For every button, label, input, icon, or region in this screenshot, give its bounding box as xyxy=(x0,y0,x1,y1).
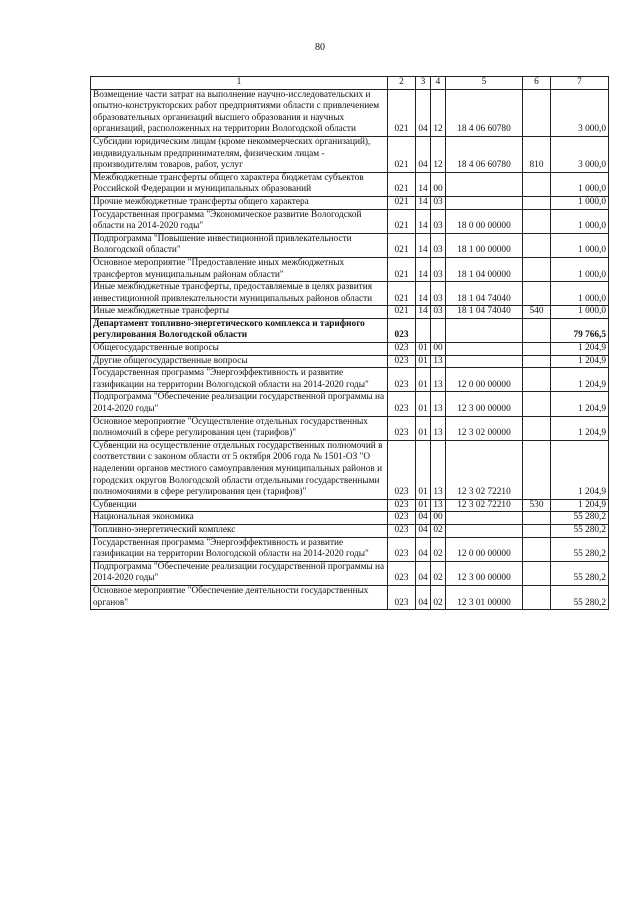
cell-c5 xyxy=(446,512,523,525)
cell-c4: 02 xyxy=(431,537,446,561)
cell-c5: 18 1 00 00000 xyxy=(446,233,523,257)
cell-c5: 18 1 04 74040 xyxy=(446,306,523,319)
cell-c7: 1 000,0 xyxy=(551,209,609,233)
cell-c4: 02 xyxy=(431,585,446,609)
cell-c2: 023 xyxy=(388,440,416,499)
table-row xyxy=(91,306,609,319)
cell-c4: 03 xyxy=(431,306,446,319)
cell-name: Субсидии юридическим лицам (кроме некоммерческих организаций), индивидуальным предпринимателям, физическим лицам - производителям товаров, работ, услуг xyxy=(91,136,388,172)
cell-c7: 1 204,9 xyxy=(551,368,609,392)
cell-c4: 03 xyxy=(431,257,446,281)
cell-c4: 13 xyxy=(431,416,446,440)
cell-c6 xyxy=(523,524,551,537)
table-row xyxy=(91,537,609,561)
cell-c5 xyxy=(446,196,523,209)
cell-c7: 55 280,2 xyxy=(551,537,609,561)
cell-c2: 021 xyxy=(388,306,416,319)
cell-c6 xyxy=(523,172,551,196)
table-row xyxy=(91,355,609,368)
table-row xyxy=(91,136,609,172)
cell-c7: 1 000,0 xyxy=(551,257,609,281)
cell-c3: 04 xyxy=(416,561,431,585)
cell-c5: 18 0 00 00000 xyxy=(446,209,523,233)
header-row xyxy=(91,77,609,90)
table-row xyxy=(91,209,609,233)
cell-c3: 14 xyxy=(416,172,431,196)
cell-c6 xyxy=(523,537,551,561)
cell-c3: 01 xyxy=(416,368,431,392)
header-cell: 3 xyxy=(416,77,431,90)
header-cell: 6 xyxy=(523,77,551,90)
cell-c5 xyxy=(446,524,523,537)
cell-c4: 03 xyxy=(431,282,446,306)
cell-c4: 00 xyxy=(431,343,446,356)
cell-c6 xyxy=(523,440,551,499)
cell-c4: 13 xyxy=(431,355,446,368)
cell-c7: 1 204,9 xyxy=(551,499,609,512)
cell-name: Субвенции на осуществление отдельных государственных полномочий в соответствии с законом области от 5 октября 2006 года № 1501-ОЗ "О наделении органов местного самоуправления муниципальных районов и городских округов Вологодской области отдельными государственными полномочиями в сфере регулирования цен (тарифов)" xyxy=(91,440,388,499)
cell-c6 xyxy=(523,355,551,368)
cell-c6 xyxy=(523,282,551,306)
cell-c2: 023 xyxy=(388,512,416,525)
budget-table xyxy=(90,76,609,610)
cell-c7: 55 280,2 xyxy=(551,561,609,585)
cell-c4: 03 xyxy=(431,233,446,257)
header-cell: 1 xyxy=(91,77,388,90)
cell-c7: 1 204,9 xyxy=(551,343,609,356)
cell-name: Государственная программа "Экономическое развитие Вологодской области на 2014-2020 годы" xyxy=(91,209,388,233)
cell-c2: 023 xyxy=(388,499,416,512)
cell-c5: 12 3 01 00000 xyxy=(446,585,523,609)
cell-c7: 55 280,2 xyxy=(551,512,609,525)
cell-name: Основное мероприятие "Осуществление отдельных государственных полномочий в сфере регулирования цен (тарифов)" xyxy=(91,416,388,440)
cell-c5 xyxy=(446,343,523,356)
cell-name: Топливно-энергетический комплекс xyxy=(91,524,388,537)
cell-name: Государственная программа "Энергоэффективность и развитие газификации на территории Вологодской области на 2014-2020 годы" xyxy=(91,537,388,561)
table-row xyxy=(91,392,609,416)
table-row xyxy=(91,318,609,342)
table-row xyxy=(91,257,609,281)
cell-c7: 1 204,9 xyxy=(551,416,609,440)
cell-c4: 02 xyxy=(431,524,446,537)
header-cell: 7 xyxy=(551,77,609,90)
cell-c3: 14 xyxy=(416,257,431,281)
cell-c6: 540 xyxy=(523,306,551,319)
cell-c4: 13 xyxy=(431,392,446,416)
cell-c2: 021 xyxy=(388,172,416,196)
cell-c6 xyxy=(523,343,551,356)
cell-name: Подпрограмма "Обеспечение реализации государственной программы на 2014-2020 годы" xyxy=(91,561,388,585)
cell-c4: 00 xyxy=(431,172,446,196)
cell-c2: 023 xyxy=(388,561,416,585)
cell-name: Подпрограмма "Обеспечение реализации государственной программы на 2014-2020 годы" xyxy=(91,392,388,416)
cell-c2: 023 xyxy=(388,537,416,561)
cell-c7: 1 000,0 xyxy=(551,196,609,209)
cell-c6: 810 xyxy=(523,136,551,172)
cell-c2: 023 xyxy=(388,318,416,342)
cell-c4: 13 xyxy=(431,440,446,499)
cell-c2: 021 xyxy=(388,233,416,257)
cell-c3: 04 xyxy=(416,537,431,561)
cell-c6 xyxy=(523,318,551,342)
cell-c7: 1 000,0 xyxy=(551,233,609,257)
cell-c5 xyxy=(446,318,523,342)
cell-c5: 12 3 02 72210 xyxy=(446,499,523,512)
cell-c3: 14 xyxy=(416,233,431,257)
table-row xyxy=(91,343,609,356)
cell-name: Иные межбюджетные трансферты, предоставляемые в целях развития инвестиционной привлекательности муниципальных районов области xyxy=(91,282,388,306)
cell-c2: 023 xyxy=(388,343,416,356)
cell-c3: 04 xyxy=(416,585,431,609)
cell-c3: 01 xyxy=(416,355,431,368)
cell-c2: 021 xyxy=(388,136,416,172)
cell-c7: 55 280,2 xyxy=(551,585,609,609)
cell-c7: 79 766,5 xyxy=(551,318,609,342)
cell-c5: 12 3 00 00000 xyxy=(446,561,523,585)
cell-name: Иные межбюджетные трансферты xyxy=(91,306,388,319)
cell-c5: 12 3 02 00000 xyxy=(446,416,523,440)
cell-c5: 12 3 02 72210 xyxy=(446,440,523,499)
table-row xyxy=(91,524,609,537)
cell-c4: 13 xyxy=(431,499,446,512)
cell-c5 xyxy=(446,172,523,196)
cell-c6 xyxy=(523,89,551,136)
cell-c6 xyxy=(523,585,551,609)
table-row xyxy=(91,440,609,499)
cell-c2: 023 xyxy=(388,368,416,392)
cell-c7: 3 000,0 xyxy=(551,136,609,172)
cell-c3: 14 xyxy=(416,282,431,306)
table-row xyxy=(91,89,609,136)
cell-name: Субвенции xyxy=(91,499,388,512)
table-row xyxy=(91,585,609,609)
cell-c6: 530 xyxy=(523,499,551,512)
cell-name: Национальная экономика xyxy=(91,512,388,525)
table-row xyxy=(91,416,609,440)
cell-name: Другие общегосударственные вопросы xyxy=(91,355,388,368)
cell-c2: 021 xyxy=(388,282,416,306)
cell-c3: 04 xyxy=(416,524,431,537)
page-number: 80 xyxy=(315,42,325,53)
cell-c4 xyxy=(431,318,446,342)
cell-c7: 3 000,0 xyxy=(551,89,609,136)
cell-c7: 1 000,0 xyxy=(551,282,609,306)
cell-c7: 1 000,0 xyxy=(551,172,609,196)
table-body xyxy=(91,89,609,610)
cell-c2: 021 xyxy=(388,209,416,233)
cell-c7: 1 204,9 xyxy=(551,392,609,416)
cell-name: Межбюджетные трансферты общего характера бюджетам субъектов Российской Федерации и муниципальных образований xyxy=(91,172,388,196)
cell-name: Департамент топливно-энергетического комплекса и тарифного регулирования Вологодской области xyxy=(91,318,388,342)
cell-name: Возмещение части затрат на выполнение научно-исследовательских и опытно-конструкторских работ предприятиями области с привлечением образовательных организаций высшего образования и научных организаций, расположенных на территории Вологодской области xyxy=(91,89,388,136)
cell-c2: 023 xyxy=(388,585,416,609)
table-row xyxy=(91,233,609,257)
table-row xyxy=(91,368,609,392)
cell-c3: 01 xyxy=(416,499,431,512)
cell-c3: 01 xyxy=(416,416,431,440)
header-cell: 2 xyxy=(388,77,416,90)
cell-c2: 023 xyxy=(388,392,416,416)
cell-c3: 04 xyxy=(416,512,431,525)
cell-c6 xyxy=(523,392,551,416)
cell-c3: 04 xyxy=(416,89,431,136)
table-row xyxy=(91,196,609,209)
cell-c3: 01 xyxy=(416,392,431,416)
table-row xyxy=(91,282,609,306)
cell-c2: 023 xyxy=(388,355,416,368)
cell-name: Подпрограмма "Повышение инвестиционной привлекательности Вологодской области" xyxy=(91,233,388,257)
cell-c3: 14 xyxy=(416,196,431,209)
cell-c4: 00 xyxy=(431,512,446,525)
cell-c6 xyxy=(523,233,551,257)
cell-name: Основное мероприятие "Предоставление иных межбюджетных трансфертов муниципальным районам области" xyxy=(91,257,388,281)
cell-c6 xyxy=(523,561,551,585)
header-cell: 5 xyxy=(446,77,523,90)
cell-name: Общегосударственные вопросы xyxy=(91,343,388,356)
cell-name: Основное мероприятие "Обеспечение деятельности государственных органов" xyxy=(91,585,388,609)
cell-c2: 023 xyxy=(388,524,416,537)
cell-c2: 023 xyxy=(388,416,416,440)
cell-c5 xyxy=(446,355,523,368)
cell-c4: 03 xyxy=(431,209,446,233)
cell-c3: 14 xyxy=(416,306,431,319)
cell-c7: 1 204,9 xyxy=(551,355,609,368)
cell-c4: 02 xyxy=(431,561,446,585)
table-row xyxy=(91,172,609,196)
cell-c4: 12 xyxy=(431,136,446,172)
cell-c5: 18 4 06 60780 xyxy=(446,89,523,136)
cell-c3: 01 xyxy=(416,440,431,499)
cell-c3: 01 xyxy=(416,343,431,356)
cell-c6 xyxy=(523,416,551,440)
table-row xyxy=(91,512,609,525)
cell-c5: 18 1 04 00000 xyxy=(446,257,523,281)
cell-c5: 12 3 00 00000 xyxy=(446,392,523,416)
cell-c7: 1 000,0 xyxy=(551,306,609,319)
cell-c2: 021 xyxy=(388,89,416,136)
cell-c6 xyxy=(523,368,551,392)
cell-c5: 12 0 00 00000 xyxy=(446,368,523,392)
cell-c4: 12 xyxy=(431,89,446,136)
cell-c6 xyxy=(523,209,551,233)
cell-c7: 1 204,9 xyxy=(551,440,609,499)
cell-c5: 18 1 04 74040 xyxy=(446,282,523,306)
cell-c4: 03 xyxy=(431,196,446,209)
cell-c6 xyxy=(523,257,551,281)
table-row xyxy=(91,499,609,512)
cell-c2: 021 xyxy=(388,196,416,209)
cell-c6 xyxy=(523,512,551,525)
cell-c6 xyxy=(523,196,551,209)
cell-c5: 12 0 00 00000 xyxy=(446,537,523,561)
cell-name: Государственная программа "Энергоэффективность и развитие газификации на территории Вологодской области на 2014-2020 годы" xyxy=(91,368,388,392)
cell-c2: 021 xyxy=(388,257,416,281)
cell-c3: 04 xyxy=(416,136,431,172)
cell-c7: 55 280,2 xyxy=(551,524,609,537)
cell-c4: 13 xyxy=(431,368,446,392)
cell-c3: 14 xyxy=(416,209,431,233)
table-row xyxy=(91,561,609,585)
header-cell: 4 xyxy=(431,77,446,90)
cell-name: Прочие межбюджетные трансферты общего характера xyxy=(91,196,388,209)
cell-c3 xyxy=(416,318,431,342)
cell-c5: 18 4 06 60780 xyxy=(446,136,523,172)
